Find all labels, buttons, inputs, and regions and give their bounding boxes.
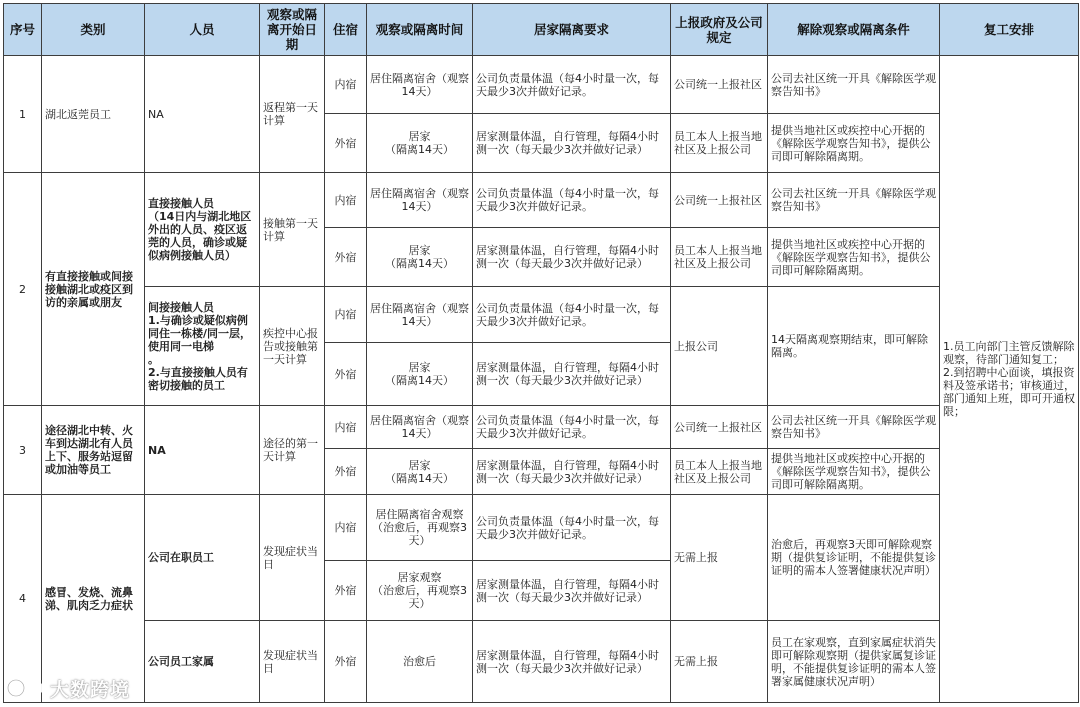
header-row: [4, 4, 1079, 56]
header-person: 人员: [145, 4, 260, 56]
watermark-text: 大数跨境: [50, 678, 131, 701]
duration-cell: 治愈后: [367, 621, 473, 703]
duration-cell: 居住隔离宿舍观察（治愈后，再观察3天）: [367, 495, 473, 561]
category-cell: 有直接接触或间接接触湖北或疫区到访的亲属或朋友: [42, 173, 145, 406]
home-requirement-cell: 居家测量体温，自行管理，每隔4小时测一次（每天最少3次并做好记录）: [473, 449, 671, 495]
lodging-cell: 内宿: [325, 287, 367, 343]
header-resume: 复工安排: [940, 4, 1079, 56]
header-duration: 观察或隔离时间: [367, 4, 473, 56]
table-row: [4, 621, 1079, 703]
lodging-cell: 外宿: [325, 449, 367, 495]
duration-cell: 居家 （隔离14天）: [367, 449, 473, 495]
table-row: [4, 287, 1079, 343]
release-cell: 提供当地社区或疾控中心开据的《解除医学观察告知书》，提供公司即可解除隔离期。: [768, 228, 940, 287]
lodging-cell: 外宿: [325, 114, 367, 173]
release-cell: 提供当地社区或疾控中心开据的《解除医学观察告知书》，提供公司即可解除隔离期。: [768, 114, 940, 173]
report-cell: 上报公司: [671, 287, 768, 406]
person-cell: 直接接触人员 （14日内与湖北地区外出的人员、疫区返莞的人员，确诊或疑似病例接触人员）: [145, 173, 260, 287]
duration-cell: 居住隔离宿舍（观察14天）: [367, 173, 473, 228]
header-start-date: 观察或隔离开始日期: [260, 4, 325, 56]
resume-cell: 1.员工向部门主管反馈解除观察，待部门通知复工； 2.到招聘中心面谈，填报资料及签承诺书；审核通过，部门通知上班，即可开通权限；: [940, 56, 1079, 703]
release-cell: 公司去社区统一开具《解除医学观察告知书》: [768, 406, 940, 449]
duration-cell: 居家 （隔离14天）: [367, 114, 473, 173]
home-requirement-cell: 公司负责量体温（每4小时量一次，每天最少3次并做好记录。: [473, 173, 671, 228]
lodging-cell: 内宿: [325, 495, 367, 561]
report-cell: 员工本人上报当地社区及上报公司: [671, 449, 768, 495]
duration-cell: 居家观察 （治愈后，再观察3天）: [367, 561, 473, 621]
duration-cell: 居家 （隔离14天）: [367, 343, 473, 406]
report-cell: 员工本人上报当地社区及上报公司: [671, 114, 768, 173]
watermark: [6, 674, 130, 702]
release-cell: 提供当地社区或疾控中心开据的《解除医学观察告知书》，提供公司即可解除隔离期。: [768, 449, 940, 495]
lodging-cell: 外宿: [325, 561, 367, 621]
category-cell: 感冒、发烧、流鼻涕、肌肉乏力症状: [42, 495, 145, 703]
report-cell: 无需上报: [671, 495, 768, 621]
watermark-logo-icon: [6, 675, 46, 701]
home-requirement-cell: 公司负责量体温（每4小时量一次，每天最少3次并做好记录。: [473, 495, 671, 561]
person-cell: NA: [145, 406, 260, 495]
header-home-requirement: 居家隔离要求: [473, 4, 671, 56]
release-cell: 公司去社区统一开具《解除医学观察告知书》: [768, 173, 940, 228]
report-cell: 员工本人上报当地社区及上报公司: [671, 228, 768, 287]
start-date-cell: 返程第一天计算: [260, 56, 325, 173]
duration-cell: 居住隔离宿舍（观察14天）: [367, 406, 473, 449]
release-cell: 治愈后，再观察3天即可解除观察期（提供复诊证明，不能提供复诊证明的需本人签署健康状况声明）: [768, 495, 940, 621]
duration-cell: 居住隔离宿舍（观察14天）: [367, 287, 473, 343]
table-row: [4, 56, 1079, 114]
header-release: 解除观察或隔离条件: [768, 4, 940, 56]
home-requirement-cell: 居家测量体温，自行管理，每隔4小时测一次（每天最少3次并做好记录）: [473, 228, 671, 287]
table-row: [4, 173, 1079, 228]
home-requirement-cell: 居家测量体温，自行管理，每隔4小时测一次（每天最少3次并做好记录）: [473, 561, 671, 621]
home-requirement-cell: 居家测量体温，自行管理，每隔4小时测一次（每天最少3次并做好记录）: [473, 343, 671, 406]
release-cell: 公司去社区统一开具《解除医学观察告知书》: [768, 56, 940, 114]
person-cell: 间接接触人员 1.与确诊或疑似病例同住一栋楼/同一层，使用同一电梯 。 2.与直接接触人员有密切接触的员工: [145, 287, 260, 406]
seq-cell: 2: [4, 173, 42, 406]
header-category: 类别: [42, 4, 145, 56]
home-requirement-cell: 公司负责量体温（每4小时量一次，每天最少3次并做好记录。: [473, 406, 671, 449]
home-requirement-cell: 公司负责量体温（每4小时量一次，每天最少3次并做好记录。: [473, 287, 671, 343]
lodging-cell: 内宿: [325, 173, 367, 228]
home-requirement-cell: 居家测量体温，自行管理，每隔4小时测一次（每天最少3次并做好记录）: [473, 621, 671, 703]
person-cell: 公司员工家属: [145, 621, 260, 703]
person-cell: 公司在职员工: [145, 495, 260, 621]
duration-cell: 居家 （隔离14天）: [367, 228, 473, 287]
start-date-cell: 接触第一天计算: [260, 173, 325, 287]
lodging-cell: 内宿: [325, 406, 367, 449]
start-date-cell: 发现症状当日: [260, 621, 325, 703]
home-requirement-cell: 公司负责量体温（每4小时量一次，每天最少3次并做好记录。: [473, 56, 671, 114]
start-date-cell: 途径的第一天计算: [260, 406, 325, 495]
category-cell: 途径湖北中转、火车到达湖北有人员上下、服务站逗留或加油等员工: [42, 406, 145, 495]
seq-cell: 1: [4, 56, 42, 173]
header-lodging: 住宿: [325, 4, 367, 56]
start-date-cell: 发现症状当日: [260, 495, 325, 621]
header-seq: 序号: [4, 4, 42, 56]
lodging-cell: 内宿: [325, 56, 367, 114]
seq-cell: 3: [4, 406, 42, 495]
lodging-cell: 外宿: [325, 621, 367, 703]
start-date-cell: 疾控中心报告或接触第一天计算: [260, 287, 325, 406]
header-report: 上报政府及公司规定: [671, 4, 768, 56]
home-requirement-cell: 居家测量体温，自行管理，每隔4小时测一次（每天最少3次并做好记录）: [473, 114, 671, 173]
person-cell: NA: [145, 56, 260, 173]
report-cell: 公司统一上报社区: [671, 406, 768, 449]
duration-cell: 居住隔离宿舍（观察14天）: [367, 56, 473, 114]
report-cell: 公司统一上报社区: [671, 56, 768, 114]
table-row: [4, 495, 1079, 561]
quarantine-policy-table: [3, 3, 1079, 703]
category-cell: 湖北返莞员工: [42, 56, 145, 173]
seq-cell: 4: [4, 495, 42, 703]
lodging-cell: 外宿: [325, 228, 367, 287]
release-cell: 员工在家观察，直到家属症状消失即可解除观察期（提供家属复诊证明，不能提供复诊证明的需本人签署家属健康状况声明）: [768, 621, 940, 703]
report-cell: 无需上报: [671, 621, 768, 703]
table-row: [4, 406, 1079, 449]
lodging-cell: 外宿: [325, 343, 367, 406]
release-cell: 14天隔离观察期结束，即可解除隔离。: [768, 287, 940, 406]
report-cell: 公司统一上报社区: [671, 173, 768, 228]
